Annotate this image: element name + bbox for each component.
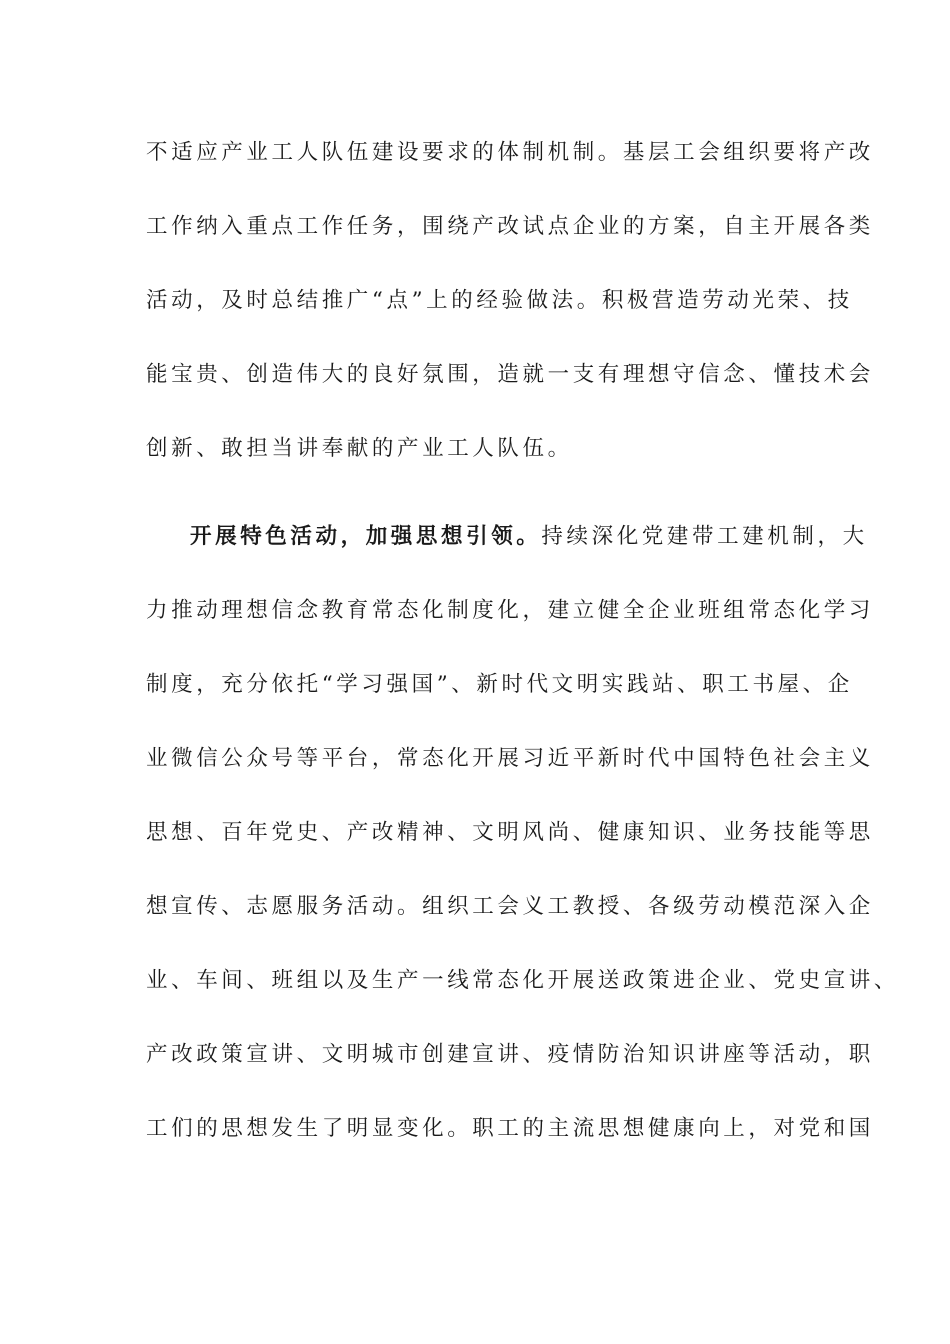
- paragraph-line: 业微信公众号等平台，常态化开展习近平新时代中国特色社会主义: [146, 746, 874, 771]
- paragraph-first-line: [190, 522, 868, 552]
- paragraph-line: 不适应产业工人队伍建设要求的体制机制。基层工会组织要将产改: [146, 140, 874, 165]
- paragraph-line: 力推动理想信念教育常态化制度化，建立健全企业班组常态化学习: [146, 598, 874, 623]
- paragraph-line: 能宝贵、创造伟大的良好氛围，造就一支有理想守信念、懂技术会: [146, 362, 874, 387]
- paragraph-line: 活动，及时总结推广“点”上的经验做法。积极营造劳动光荣、技: [146, 288, 853, 313]
- section-heading: 开展特色活动，加强思想引领。: [190, 524, 542, 549]
- paragraph-line: 工们的思想发生了明显变化。职工的主流思想健康向上，对党和国: [146, 1116, 874, 1141]
- paragraph-line: 业、车间、班组以及生产一线常态化开展送政策进企业、党史宣讲、: [146, 968, 900, 993]
- paragraph-line: 制度，充分依托“学习强国”、新时代文明实践站、职工书屋、企: [146, 672, 853, 697]
- paragraph-line: 思想、百年党史、产改精神、文明风尚、健康知识、业务技能等思: [146, 820, 874, 845]
- paragraph-line: 工作纳入重点工作任务，围绕产改试点企业的方案，自主开展各类: [146, 214, 874, 239]
- paragraph-line: 产改政策宣讲、文明城市创建宣讲、疫情防治知识讲座等活动，职: [146, 1042, 874, 1067]
- paragraph-text: 持续深化党建带工建机制，大: [541, 524, 868, 549]
- paragraph-line: 创新、敢担当讲奉献的产业工人队伍。: [146, 436, 573, 461]
- paragraph-line: 想宣传、志愿服务活动。组织工会义工教授、各级劳动模范深入企: [146, 894, 874, 919]
